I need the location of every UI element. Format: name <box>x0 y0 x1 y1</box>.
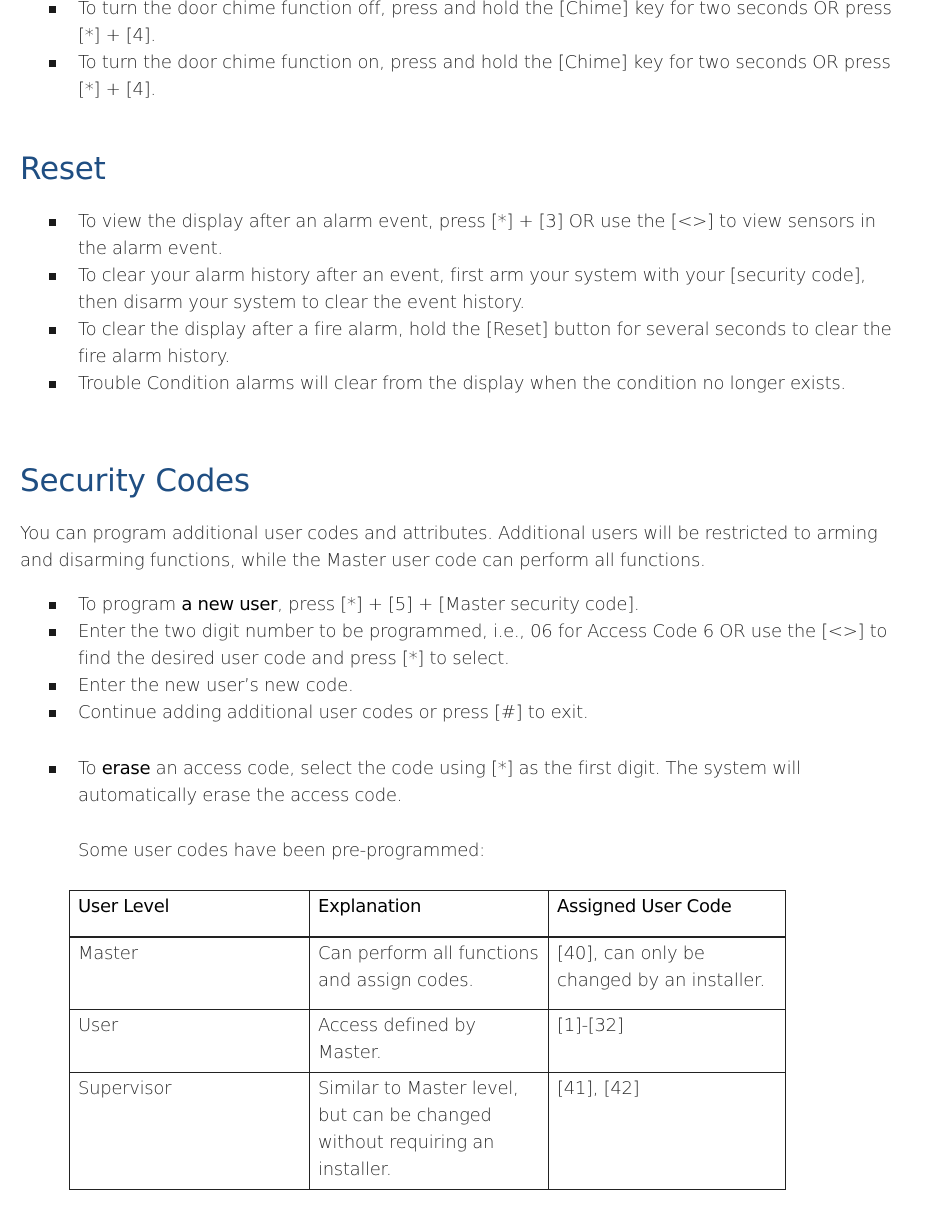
table-cell: [41], [42] <box>549 1072 786 1189</box>
list-item: To clear the display after a fire alarm, hold the [Reset] button for several seconds to clear the fire alarm history. <box>0 316 900 370</box>
list-item: Trouble Condition alarms will clear from the display when the condition no longer exists. <box>0 370 900 397</box>
table-cell: Master <box>70 937 310 1009</box>
reset-heading: Reset <box>20 151 106 187</box>
list-item: To turn the door chime function off, press and hold the [Chime] key for two seconds OR press [*] + [4]. <box>0 0 900 49</box>
list-item: Enter the two digit number to be programmed, i.e., 06 for Access Code 6 OR use the [<>] to find the desired user code and press [*] to select. <box>0 618 900 672</box>
program-list <box>0 591 900 726</box>
list-item: To erase an access code, select the code using [*] as the first digit. The system will automatically erase the access code. <box>0 755 900 809</box>
column-header: Assigned User Code <box>549 891 786 938</box>
emphasis-text: a new user <box>181 594 278 615</box>
column-header: Explanation <box>310 891 549 938</box>
security-codes-heading: Security Codes <box>20 463 250 499</box>
table-row <box>70 1072 786 1189</box>
reset-list <box>0 208 900 397</box>
table-cell: User <box>70 1009 310 1072</box>
preprogrammed-note: Some user codes have been pre-programmed: <box>78 840 485 861</box>
table-cell: [40], can only be changed by an installer. <box>549 937 786 1009</box>
table-cell: Access defined by Master. <box>310 1009 549 1072</box>
erase-list <box>0 755 900 809</box>
list-item: To view the display after an alarm event, press [*] + [3] OR use the [<>] to view sensors in the alarm event. <box>0 208 900 262</box>
list-item: To program a new user, press [*] + [5] + [Master security code]. <box>0 591 900 618</box>
table-cell: [1]-[32] <box>549 1009 786 1072</box>
emphasis-text: erase <box>101 758 151 779</box>
table-cell: Supervisor <box>70 1072 310 1189</box>
table-cell: Similar to Master level, but can be changed without requiring an installer. <box>310 1072 549 1189</box>
table-header-row <box>70 891 786 938</box>
security-intro: You can program additional user codes and attributes. Additional users will be restricted to arming and disarming functions, while the Master user code can perform all functions. <box>20 523 878 571</box>
chime-list <box>0 0 900 103</box>
list-item: To clear your alarm history after an event, first arm your system with your [security code], then disarm your system to clear the event history. <box>0 262 900 316</box>
user-codes-table <box>69 890 786 1190</box>
list-item: Enter the new user’s new code. <box>0 672 900 699</box>
table-row <box>70 937 786 1009</box>
table-row <box>70 1009 786 1072</box>
list-item: Continue adding additional user codes or press [#] to exit. <box>0 699 900 726</box>
column-header: User Level <box>70 891 310 938</box>
table-cell: Can perform all functions and assign codes. <box>310 937 549 1009</box>
list-item: To turn the door chime function on, press and hold the [Chime] key for two seconds OR press [*] + [4]. <box>0 49 900 103</box>
